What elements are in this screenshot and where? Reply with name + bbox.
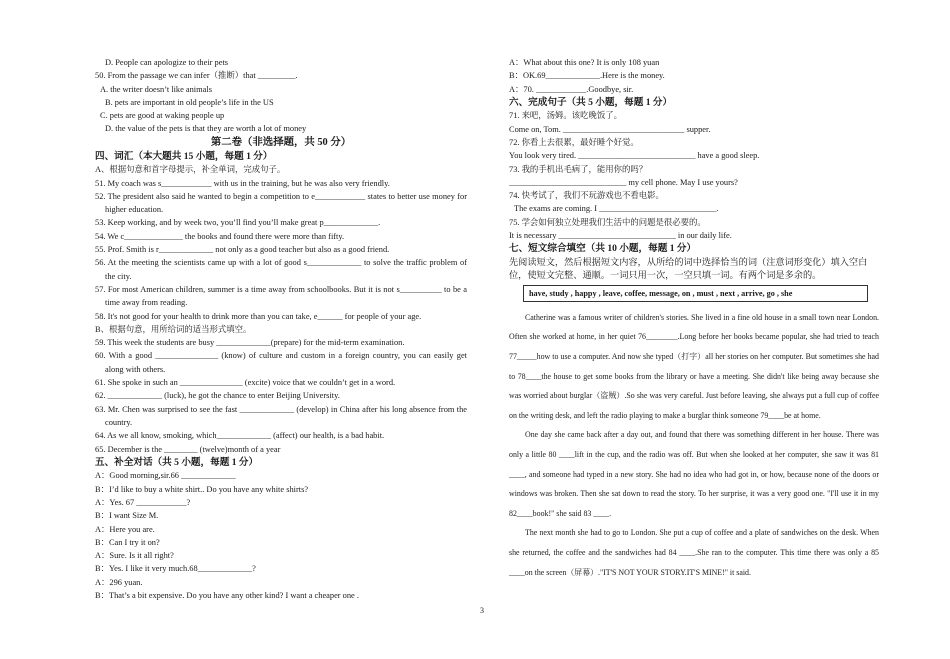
cloze-instructions: 先阅读短文，然后根据短文内容，从所给的词中选择恰当的词（注意词形变化）填入空白位，使短文完整、通顺。一词只用一次，一空只填一词。有两个词是多余的。 [509,256,868,280]
text-line: B：Yes. I like it very much.68_____________? [95,564,256,574]
text-line: 74. 快考试了，我们不玩游戏也不看电影。 [509,191,664,201]
text-line: B：Can I try it on? [95,537,160,547]
text-line: B：OK.69_____________.Here is the money. [509,71,665,81]
text-line: B：I want Size M. [95,511,159,521]
page-number: 3 [480,606,484,615]
section-heading: 四、词汇（本大题共 15 小题，每题 1 分） [95,150,273,162]
text-line: A. the writer doesn’t like animals [100,84,212,94]
text-line: A：Sure. Is it all right? [95,551,174,561]
text-line: 75. 学会如何独立处理我们生活中的问题是很必要的。 [509,217,706,227]
text-line: 64. As we all know, smoking, which_____________ (affect) our health, is a bad habit. [95,431,385,441]
text-line: A：70. ____________.Goodbye, sir. [509,84,634,94]
text-line: 63. Mr. Chen was surprised to see the fast _____________ (develop) in China after his long absence from the country. [95,404,467,427]
text-line: B：That’s a bit expensive. Do you have any other kind? I want a cheaper one . [95,590,359,600]
text-line: 54. We c______________ the books and found there were more than fifty. [95,231,345,241]
text-line: 51. My coach was s____________ with us in the training, but he was also very friendly. [95,178,390,188]
text-line: 53. Keep working, and by week two, you’ll find you’ll make great p_____________. [95,218,381,228]
left-column [95,56,467,602]
right-column [509,56,879,582]
text-line: A：Good morning,sir.66 _____________ [95,471,236,481]
text-line: C. pets are good at waking people up [100,111,225,121]
passage-paragraph: Catherine was a famous writer of children's stories. She lived in a fine old house in a small town near London. Often she worked at home, in her quiet 76________.Long before her books became popular, she had tried to teach 77_____how to use a computer. And now she typed（打字）all her stories on her computer. But sometimes she had to 78____the house to get some books from the library or have a meeting. She didn't like being away because she was worried about burglar（盗贼）.So she was very careful. Just before leaving, she always put a full cup of coffee on the writing desk, and left the radio playing to make a burglar think someone 79____be at home. [509,312,879,420]
text-line: 56. At the meeting the scientists came up with a lot of good s_____________ to solve the traffic problem of the city. [95,258,467,281]
text-line: 52. The president also said he wanted to begin a competition to e____________ states to better use money for higher education. [95,191,467,215]
text-line: You look very tired. ____________________________ have a good sleep. [509,151,760,161]
text-line: 65. December is the ________ (twelve)month of a year [95,444,281,454]
text-line: A：296 yuan. [95,577,143,587]
text-line: 72. 你看上去很累，最好睡个好觉。 [509,137,639,147]
part-title: 第二卷（非选择题，共 50 分） [210,136,352,148]
text-line: 59. This week the students are busy _____________(prepare) for the mid-term examination. [95,338,405,348]
text-line: 73. 我的手机出毛病了，能用你的吗？ [509,164,648,174]
text-line: Come on, Tom. _____________________________ supper. [509,124,711,134]
text-line: 50. From the passage we can infer（推断）that _________. [95,71,298,81]
section-heading: 五、补全对话（共 5 小题，每题 1 分） [95,456,259,468]
text-line: ____________________________ my cell phone. May I use yours? [509,177,738,187]
text-line: The exams are coming. I ____________________________. [514,204,719,214]
text-line: 61. She spoke in such an _______________ (excite) voice that we couldn’t get in a word. [95,378,396,388]
text-line: B、根据句意，用所给词的适当形式填空。 [95,324,252,334]
text-line: 60. With a good _______________ (know) of culture and custom in a foreign country, you can easily get along with others. [95,351,467,374]
text-line: It is necessary ____________________________ in our daily life. [509,231,732,241]
text-line: 57. For most American children, summer is a time away from schoolbooks. But it is not s__________ to be a time away from reading. [95,284,467,308]
text-line: D. People can apologize to their pets [105,58,229,67]
text-line: 58. It's not good for your health to drink more than you can take, e______ for people of your age. [95,311,422,321]
text-line: B：I’d like to buy a white shirt.. Do you have any white shirts? [95,484,309,494]
text-line: 62. _____________ (luck), he got the chance to enter Beijing University. [95,391,340,401]
passage-paragraph: One day she came back after a day out, and found that there was something different in her house. There was only a little 80 ____lift in the cup, and the radio was off. But when she looked at her computer, she saw it was 81 ____, and someone had typed in a new story. She had no idea who had got in, or how, because none of the doors or windows was broken. Then she sat down to read the story. To her surprise, it was a very good one. "I'll use it in my 82____book!" she said 83 ____. [509,430,879,518]
text-line: A、根据句意和首字母提示，补全单词，完成句子。 [95,165,286,175]
section-heading: 七、短文综合填空（共 10 小题，每题 1 分） [509,243,697,255]
text-line: A：Here you are. [95,524,155,534]
text-line: A：What about this one? It is only 108 yuan [509,58,660,67]
text-line: D. the value of the pets is that they are worth a lot of money [105,124,307,134]
word-bank-box: have, study , happy , leave, coffee, message, on , must , next , arrive, go , she [523,285,868,302]
text-line: 71. 来吧，汤姆。该吃晚饭了。 [509,111,623,121]
text-line: A：Yes. 67 ____________? [95,497,191,507]
text-line: 55. Prof. Smith is r_____________ not only as a good teacher but also as a good friend. [95,245,390,255]
section-heading: 六、完成句子（共 5 小题，每题 1 分） [509,96,673,108]
right-lines [509,56,879,256]
text-line: B. pets are important in old people’s life in the US [105,97,274,107]
passage-paragraph: The next month she had to go to London. She put a cup of coffee and a plate of sandwiches on the desk. When she returned, the coffee and the sandwiches had 84 ____.She ran to the computer. This time there was only a 85 ____on the screen（屏幕）."IT'S NOT YOUR STORY.IT'S MINE!" it said. [509,528,879,577]
cloze-passage [509,308,879,582]
